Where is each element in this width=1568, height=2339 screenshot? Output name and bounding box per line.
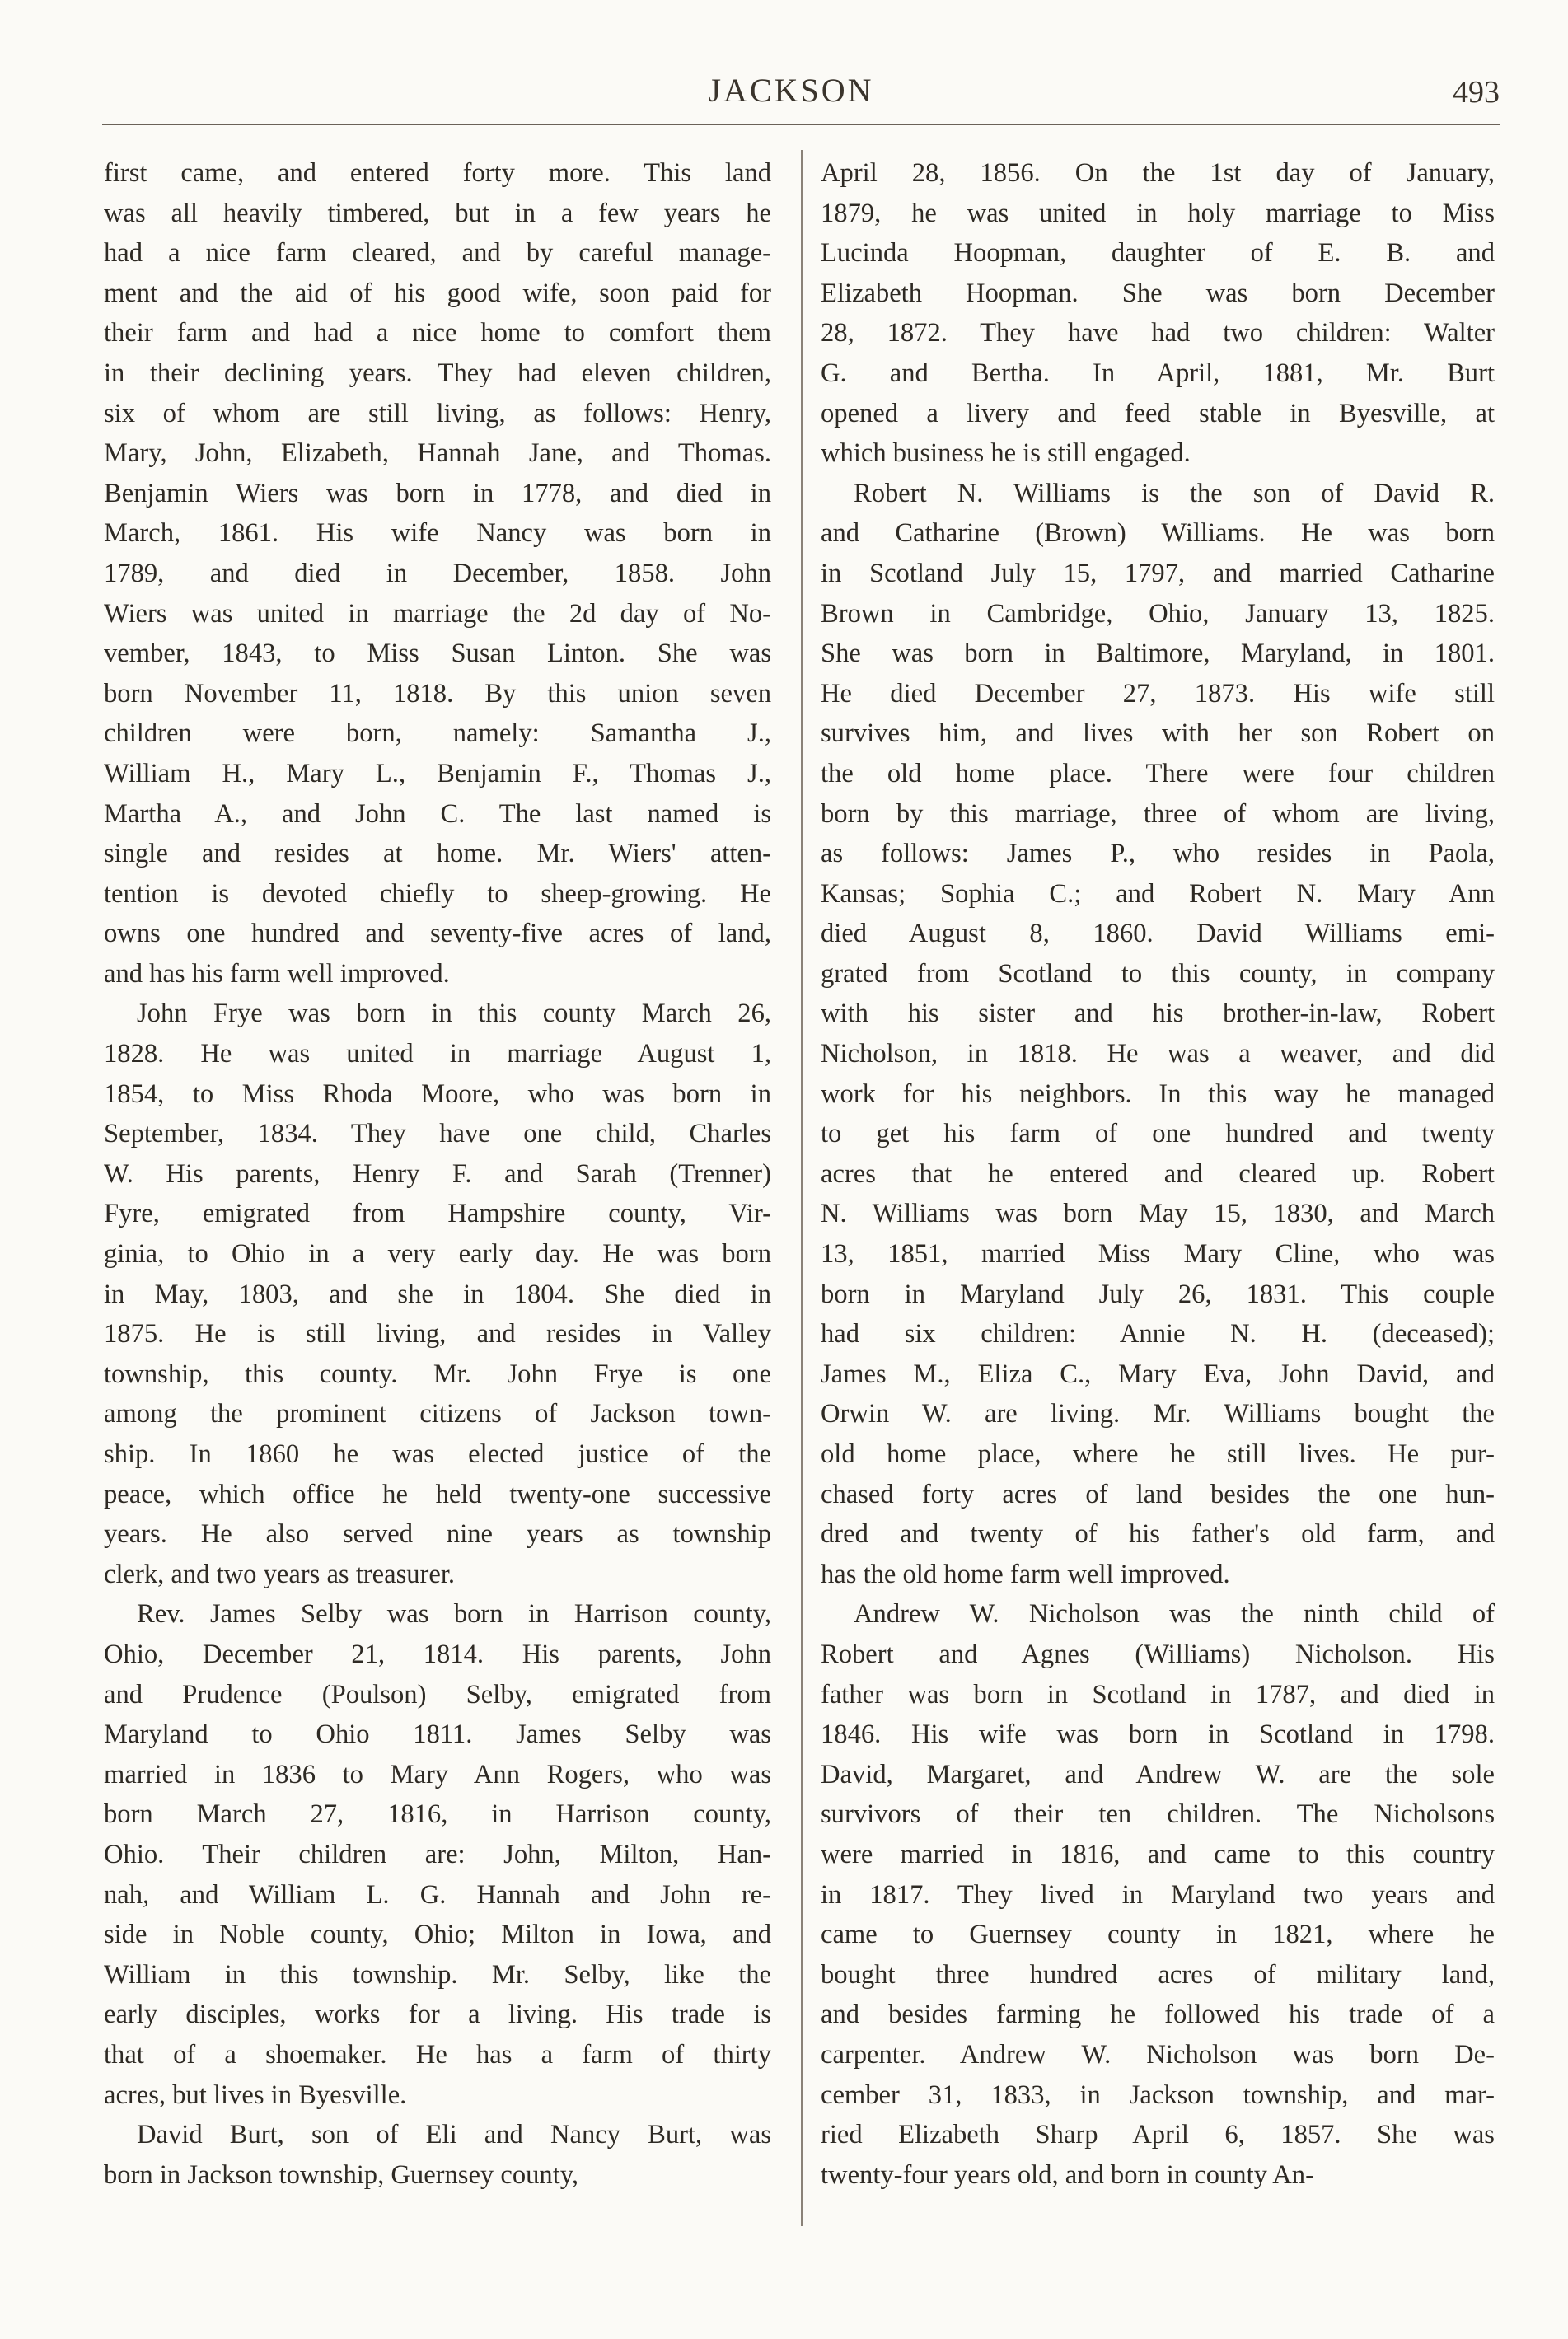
text-line: the old home place. There were four children	[821, 758, 1495, 788]
text-line: Brown in Cambridge, Ohio, January 13, 1825.	[821, 598, 1495, 629]
text-line: and Catharine (Brown) Williams. He was born	[821, 518, 1495, 549]
text-line: Mary, John, Elizabeth, Hannah Jane, and Thomas.	[104, 438, 771, 469]
text-line: vember, 1843, to Miss Susan Linton. She was	[104, 639, 771, 669]
text-line: survivors of their ten children. The Nicholsons	[821, 1799, 1495, 1830]
right-column	[821, 153, 1495, 2195]
text-line: were married in 1816, and came to this country	[821, 1839, 1495, 1869]
text-line: died August 8, 1860. David Williams emi-	[821, 919, 1495, 949]
text-line: Kansas; Sophia C.; and Robert N. Mary Ann	[821, 878, 1495, 909]
text-line: W. His parents, Henry F. and Sarah (Trenner)	[104, 1158, 771, 1189]
text-line: Andrew W. Nicholson was the ninth child of	[854, 1599, 1495, 1630]
text-line: 1854, to Miss Rhoda Moore, who was born in	[104, 1078, 771, 1109]
text-line: work for his neighbors. In this way he managed	[821, 1078, 1495, 1109]
text-line: in 1817. They lived in Maryland two years and	[821, 1879, 1495, 1910]
text-line: their farm and had a nice home to comfort them	[104, 318, 771, 349]
text-line: September, 1834. They have one child, Charles	[104, 1119, 771, 1149]
text-line: owns one hundred and seventy-five acres of land,	[104, 919, 771, 949]
text-line: which business he is still engaged.	[821, 438, 1191, 469]
text-line: She was born in Baltimore, Maryland, in 1801.	[821, 639, 1495, 669]
text-line: G. and Bertha. In April, 1881, Mr. Burt	[821, 358, 1495, 388]
text-line: side in Noble county, Ohio; Milton in Iowa, and	[104, 1920, 771, 1950]
text-line: Wiers was united in marriage the 2d day of No-	[104, 598, 771, 629]
text-line: 28, 1872. They have had two children: Walter	[821, 318, 1495, 349]
text-line: Benjamin Wiers was born in 1778, and died in	[104, 478, 771, 508]
text-line: to get his farm of one hundred and twenty	[821, 1119, 1495, 1149]
text-line: has the old home farm well improved.	[821, 1559, 1230, 1589]
text-line: 1828. He was united in marriage August 1,	[104, 1039, 771, 1069]
text-line: had six children: Annie N. H. (deceased);	[821, 1319, 1495, 1350]
text-line: chased forty acres of land besides the one hun-	[821, 1479, 1495, 1509]
text-line: among the prominent citizens of Jackson town-	[104, 1399, 771, 1429]
text-line: Maryland to Ohio 1811. James Selby was	[104, 1719, 771, 1750]
text-line: bought three hundred acres of military land,	[821, 1959, 1495, 1990]
text-line: first came, and entered forty more. This land	[104, 158, 771, 188]
text-line: father was born in Scotland in 1787, and died in	[821, 1679, 1495, 1710]
text-line: clerk, and two years as treasurer.	[104, 1559, 456, 1589]
text-line: old home place, where he still lives. He pur-	[821, 1439, 1495, 1469]
text-line: peace, which office he held twenty-one successive	[104, 1479, 771, 1509]
text-line: William in this township. Mr. Selby, like the	[104, 1959, 771, 1990]
text-line: grated from Scotland to this county, in company	[821, 958, 1495, 989]
text-line: cember 31, 1833, in Jackson township, and mar-	[821, 2079, 1495, 2110]
text-line: Ohio, December 21, 1814. His parents, John	[104, 1639, 771, 1669]
text-line: as follows: James P., who resides in Paola,	[821, 839, 1495, 869]
header-rule	[102, 124, 1500, 125]
text-line: 1789, and died in December, 1858. John	[104, 558, 771, 588]
text-line: tention is devoted chiefly to sheep-growing. He	[104, 878, 771, 909]
text-line: ginia, to Ohio in a very early day. He was born	[104, 1239, 771, 1270]
text-line: March, 1861. His wife Nancy was born in	[104, 518, 771, 549]
text-line: and Prudence (Poulson) Selby, emigrated from	[104, 1679, 771, 1710]
text-line: township, this county. Mr. John Frye is one	[104, 1359, 771, 1389]
text-line: Orwin W. are living. Mr. Williams bought the	[821, 1399, 1495, 1429]
text-line: Fyre, emigrated from Hampshire county, Vir-	[104, 1199, 771, 1229]
text-line: 1846. His wife was born in Scotland in 1798.	[821, 1719, 1495, 1750]
text-line: dred and twenty of his father's old farm, and	[821, 1519, 1495, 1550]
text-line: years. He also served nine years as township	[104, 1519, 771, 1550]
text-line: in Scotland July 15, 1797, and married Catharine	[821, 558, 1495, 588]
text-line: and has his farm well improved.	[104, 958, 450, 989]
text-line: with his sister and his brother-in-law, Robert	[821, 999, 1495, 1029]
text-line: born November 11, 1818. By this union seven	[104, 678, 771, 709]
text-line: opened a livery and feed stable in Byesville, at	[821, 398, 1495, 428]
text-line: Robert N. Williams is the son of David R.	[854, 478, 1495, 508]
text-line: William H., Mary L., Benjamin F., Thomas J.,	[104, 758, 771, 788]
text-line: born March 27, 1816, in Harrison county,	[104, 1799, 771, 1830]
running-title: JACKSON	[708, 72, 874, 109]
text-line: ried Elizabeth Sharp April 6, 1857. She was	[821, 2120, 1495, 2150]
text-line: was all heavily timbered, but in a few years he	[104, 198, 771, 228]
text-line: ment and the aid of his good wife, soon paid for	[104, 278, 771, 308]
text-line: He died December 27, 1873. His wife still	[821, 678, 1495, 709]
text-line: ship. In 1860 he was elected justice of the	[104, 1439, 771, 1469]
text-line: in May, 1803, and she in 1804. She died in	[104, 1279, 771, 1309]
text-line: Robert and Agnes (Williams) Nicholson. His	[821, 1639, 1495, 1669]
text-line: 1875. He is still living, and resides in Valley	[104, 1319, 771, 1350]
text-line: James M., Eliza C., Mary Eva, John David, and	[821, 1359, 1495, 1389]
text-line: David Burt, son of Eli and Nancy Burt, was	[137, 2120, 771, 2150]
text-line: carpenter. Andrew W. Nicholson was born De-	[821, 2039, 1495, 2070]
text-line: Elizabeth Hoopman. She was born December	[821, 278, 1495, 308]
left-column	[104, 153, 771, 2195]
text-line: N. Williams was born May 15, 1830, and March	[821, 1199, 1495, 1229]
text-line: Lucinda Hoopman, daughter of E. B. and	[821, 238, 1495, 269]
text-line: in their declining years. They had eleven children,	[104, 358, 771, 388]
text-line: Nicholson, in 1818. He was a weaver, and did	[821, 1039, 1495, 1069]
column-divider	[801, 150, 803, 2226]
text-line: married in 1836 to Mary Ann Rogers, who was	[104, 1759, 771, 1789]
page-number: 493	[1453, 75, 1500, 110]
text-line: and besides farming he followed his trade of a	[821, 2000, 1495, 2030]
text-line: survives him, and lives with her son Robert on	[821, 718, 1495, 749]
text-line: early disciples, works for a living. His trade is	[104, 2000, 771, 2030]
text-line: April 28, 1856. On the 1st day of January,	[821, 158, 1495, 188]
text-line: Martha A., and John C. The last named is	[104, 798, 771, 829]
text-line: John Frye was born in this county March 26,	[137, 999, 771, 1029]
text-line: acres, but lives in Byesville.	[104, 2079, 407, 2110]
text-line: children were born, namely: Samantha J.,	[104, 718, 771, 749]
text-line: that of a shoemaker. He has a farm of thirty	[104, 2039, 771, 2070]
text-line: born in Jackson township, Guernsey county,	[104, 2159, 579, 2190]
text-line: Rev. James Selby was born in Harrison county,	[137, 1599, 771, 1630]
text-line: acres that he entered and cleared up. Robert	[821, 1158, 1495, 1189]
text-line: born by this marriage, three of whom are living,	[821, 798, 1495, 829]
text-line: David, Margaret, and Andrew W. are the sole	[821, 1759, 1495, 1789]
text-line: 1879, he was united in holy marriage to Miss	[821, 198, 1495, 228]
text-line: born in Maryland July 26, 1831. This couple	[821, 1279, 1495, 1309]
text-line: six of whom are still living, as follows: Henry,	[104, 398, 771, 428]
text-line: came to Guernsey county in 1821, where he	[821, 1920, 1495, 1950]
text-line: had a nice farm cleared, and by careful manage-	[104, 238, 771, 269]
text-line: twenty-four years old, and born in county An-	[821, 2159, 1314, 2190]
page-header	[0, 0, 1568, 132]
text-line: single and resides at home. Mr. Wiers' atten-	[104, 839, 771, 869]
text-line: nah, and William L. G. Hannah and John re-	[104, 1879, 771, 1910]
text-line: Ohio. Their children are: John, Milton, Han-	[104, 1839, 771, 1869]
text-line: 13, 1851, married Miss Mary Cline, who was	[821, 1239, 1495, 1270]
